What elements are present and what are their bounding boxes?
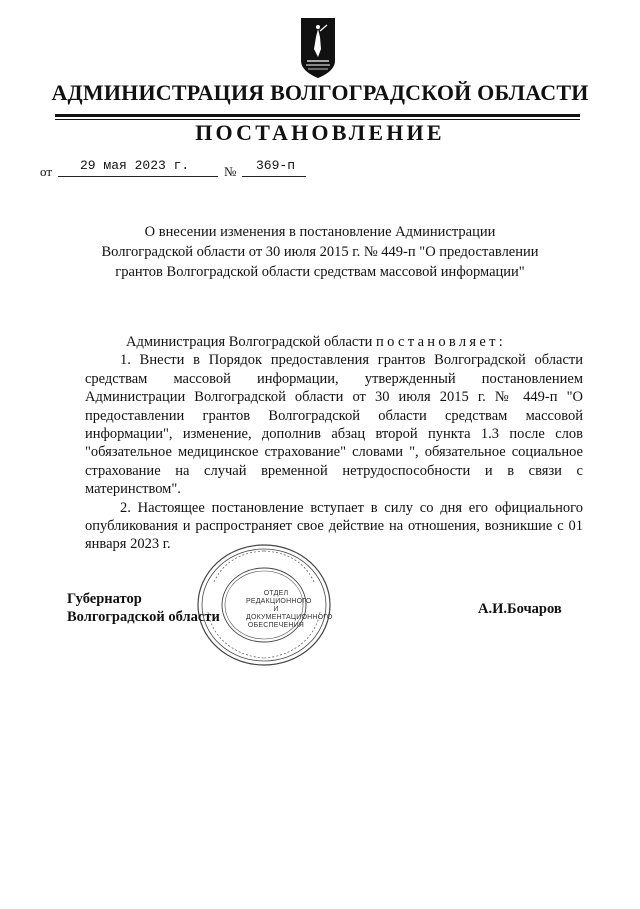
- document-body: [85, 333, 583, 554]
- coat-of-arms-emblem: [299, 17, 337, 79]
- intro-paragraph: [85, 333, 583, 351]
- number-underline: [242, 176, 306, 177]
- date-underline: [58, 176, 218, 177]
- organization-title: АДМИНИСТРАЦИЯ ВОЛГОГРАДСКОЙ ОБЛАСТИ: [51, 80, 589, 105]
- subject-line-1: О внесении изменения в постановление Администрации: [144, 224, 496, 240]
- stamp-center-text: ОТДЕЛ РЕДАКЦИОННОГО И ДОКУМЕНТАЦИОННОГО ОБЕСПЕЧЕНИЯ: [246, 590, 333, 629]
- signatory-position: [67, 590, 220, 626]
- date-label: от: [40, 164, 53, 179]
- number-label: №: [224, 164, 237, 179]
- signatory-position-line-2: Волгоградской области: [67, 609, 220, 625]
- date-value: 29 мая 2023 г.: [80, 158, 190, 173]
- signatory-name: А.И.Бочаров: [478, 601, 562, 617]
- subject-line-2: Волгоградской области от 30 июля 2015 г. № 449-п "О предоставлении: [101, 244, 539, 260]
- header-divider-thick: [55, 114, 580, 117]
- paragraph-2: 2. Настоящее постановление вступает в силу со дня его официального опубликования и распространяет свое действие на отношения, возникшие с 01 января 2023 г.: [85, 499, 583, 553]
- subject-line-3: грантов Волгоградской области средствам массовой информации": [115, 264, 525, 280]
- intro-text: Администрация Волгоградской области: [126, 334, 377, 350]
- signatory-position-line-1: Губернатор: [67, 591, 142, 607]
- intro-resolves: постановляет:: [376, 334, 507, 350]
- paragraph-1: 1. Внести в Порядок предоставления грантов Волгоградской области средствам массовой информации, утвержденный постановлением Администрации Волгоградской области от 30 июля 2015 г. № 449-п "О предоставлении грантов Волгоградской области средствам массовой информации", изменение, дополнив абзац второй пункта 1.3 после слов "обязательное медицинское страхование" словами ", обязательное социальное страхование на случай временной нетрудоспособности и в связи с материнством".: [85, 352, 583, 498]
- document-meta: [0, 158, 640, 182]
- document-subject: [70, 222, 570, 282]
- number-value: 369-п: [256, 158, 296, 173]
- document-type-heading: ПОСТАНОВЛЕНИЕ: [195, 120, 445, 145]
